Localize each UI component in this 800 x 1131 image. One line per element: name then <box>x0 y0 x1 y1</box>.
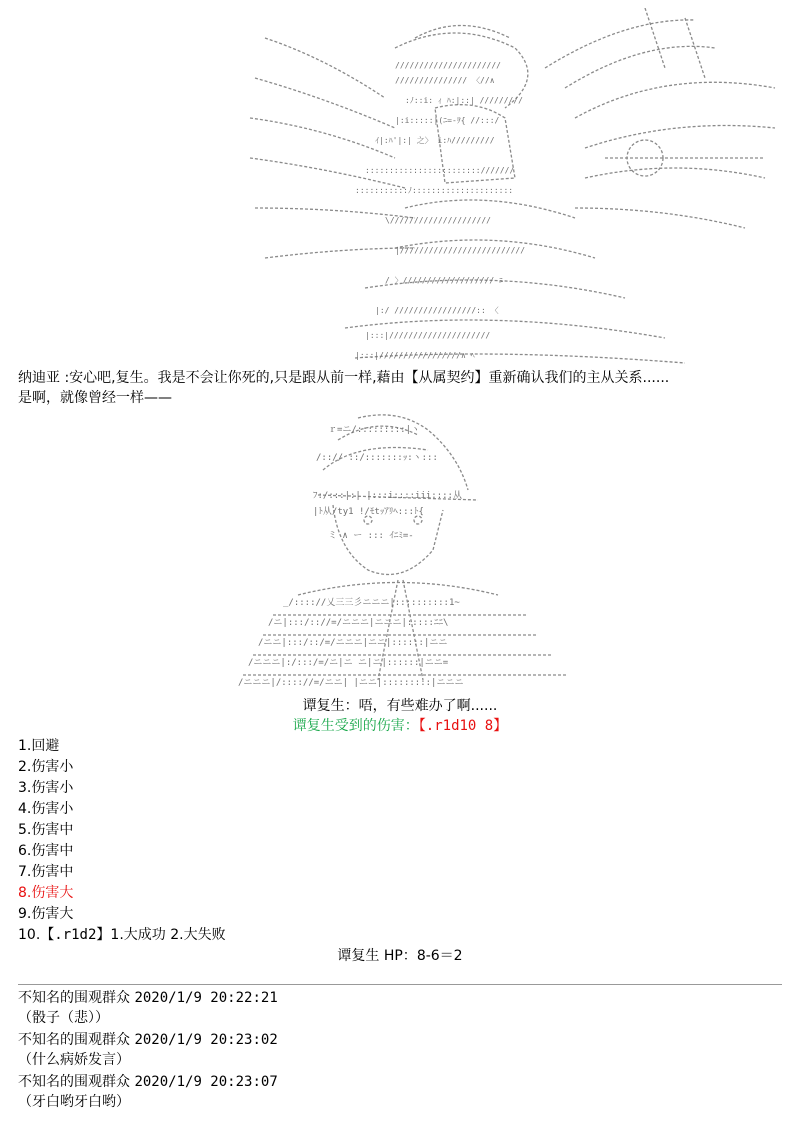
svg-text:/ニニ|:::/::/=/ニニニ|ニニ|::::::|ニニ: /ニニ|:::/::/=/ニニニ|ニニ|::::::|ニニ <box>258 638 448 648</box>
option-2: 2.伤害小 <box>18 759 74 775</box>
dialogue-line-1: 纳迪亚 :安心吧,复生。我是不会让你死的,只是跟从前一样,藉由【从属契约】重新确认我们的主从关系...... <box>18 370 670 386</box>
svg-text:ミ ∧ ー ::: ｲﾆﾐ=-: ミ ∧ ー ::: ｲﾆﾐ=- <box>328 531 414 541</box>
option-8-selected: 8.伤害大 <box>18 885 74 901</box>
svg-text:ｒ=ニ/:::::::::|ヽ: ｒ=ニ/:::::::::|ヽ <box>328 425 421 435</box>
svg-text://///////////// 〈//∧: /////////////// 〈//∧ <box>395 76 495 85</box>
option-6: 6.伤害中 <box>18 843 74 859</box>
option-9: 9.伤害大 <box>18 906 74 922</box>
svg-text:ｲ|:ﾊ'|:| 之〉 i:ﾊ/////////: ｲ|:ﾊ'|:| 之〉 i:ﾊ///////// <box>375 136 495 145</box>
option-10 <box>18 925 226 945</box>
dialogue-line-2: 是啊，就像曾经一样—— <box>18 390 172 406</box>
option-10-prefix: 10. <box>18 927 41 943</box>
svg-text:/ニニニ|:/:::/=/ニ|ニ ニ|ニ|::::::|ニニ: /ニニニ|:/:::/=/ニ|ニ ニ|ニ|::::::|ニニ= <box>248 658 449 668</box>
svg-text::ﾉ::i: ｨ ﾊ:|::| /////////: :ﾉ::i: ｨ ﾊ:|::| ///////// <box>405 96 523 105</box>
comment-text-3: （牙白哟牙白哟） <box>18 1094 130 1110</box>
comment-header-1 <box>18 988 278 1008</box>
winged-figure-ascii-art <box>245 8 785 370</box>
svg-text:/ニ|:::/:://=/ニニニ|ニニニ|:::::ﾆﾆ\: /ニ|:::/:://=/ニニニ|ニニニ|:::::ﾆﾆ\ <box>268 618 449 628</box>
comment-text-1: （骰子（悲）） <box>18 1010 109 1026</box>
option-5: 5.伤害中 <box>18 822 74 838</box>
hp-line <box>0 946 800 966</box>
option-7: 7.伤害中 <box>18 864 74 880</box>
svg-text:_/:::://乂三三彡ニニニ|::::::::::1~: _/:::://乂三三彡ニニニ|::::::::::1~ <box>283 598 460 608</box>
option-4: 4.伤害小 <box>18 801 74 817</box>
svg-text:|:i:::::|(ﾆ=‐ｦ{ //:::/: |:i:::::|(ﾆ=‐ｦ{ //:::/ <box>395 116 500 125</box>
comment-divider <box>18 984 782 985</box>
option-1: 1.回避 <box>18 738 60 754</box>
speaker-line: 谭复生：唔，有些难办了啊...... <box>302 698 498 714</box>
option-10-choices: 1.大成功 2.大失败 <box>110 927 226 943</box>
option-3: 3.伤害小 <box>18 780 74 796</box>
svg-text:|:::|/////////////////////: |:::|///////////////////// <box>365 331 491 340</box>
comment-time: 2020/1/9 20:23:02 <box>134 1032 278 1048</box>
hp-value: 8-6＝2 <box>416 948 463 964</box>
comment-user: 不知名的围观群众 <box>18 990 130 1006</box>
svg-text:ﾌ:/:::|:| |:::i::::iii::::从: ﾌ:/:::|:| |:::i::::iii::::从 <box>313 491 462 501</box>
option-10-roll: 【.r1d2】 <box>40 927 111 943</box>
damage-label: 谭复生受到的伤害： <box>292 718 419 734</box>
hp-label: 谭复生 HP： <box>337 948 417 964</box>
svg-text:\/////////////////////: \///////////////////// <box>385 216 491 225</box>
svg-text::::::::::::ﾉ::::::::::::::::::: :::::::::::ﾉ::::::::::::::::::::: <box>355 186 514 195</box>
svg-text:|ﾄ从/ty1 !/ﾓtｯｱﾘﾍ:::ﾄ{: |ﾄ从/ty1 !/ﾓtｯｱﾘﾍ:::ﾄ{ <box>313 507 424 517</box>
damage-line <box>0 716 800 736</box>
comment-time: 2020/1/9 20:22:21 <box>134 990 278 1006</box>
comment-user: 不知名的围观群众 <box>18 1074 130 1090</box>
comment-header-3 <box>18 1072 278 1092</box>
comment-text-2: （什么病娇发言） <box>18 1052 130 1068</box>
svg-text:/ニニニ|/:::://=/ニニ| |ニニ|::::::::: /ニニニ|/:::://=/ニニ| |ニニ|:::::::::|ニニニ <box>238 678 464 688</box>
svg-text://////////////////////: ////////////////////// <box>395 61 501 70</box>
svg-text:/ 〉/////////////////// ﾆ: / 〉/////////////////// ﾆ <box>385 276 503 285</box>
robed-man-ascii-art <box>228 410 578 692</box>
svg-text:|//////////////////////////: |////////////////////////// <box>395 246 526 255</box>
comment-user: 不知名的围观群众 <box>18 1032 130 1048</box>
svg-text:/::// ::/:::::::ｯ:ヽ:::: /::// ::/:::::::ｯ:ヽ::: <box>316 453 438 463</box>
svg-text:|:/ /////////////////:: 〈: |:/ /////////////////:: 〈 <box>375 306 499 315</box>
svg-text:|:::|/////////////////∧ ﾍ: |:::|/////////////////∧ ﾍ <box>355 351 475 360</box>
damage-roll: 【.r1d10 8】 <box>418 718 508 734</box>
svg-text::::::::::::::::::::::::://////: :::::::::::::::::::::::://///// <box>365 166 515 175</box>
comment-time: 2020/1/9 20:23:07 <box>134 1074 278 1090</box>
comment-header-2 <box>18 1030 278 1050</box>
